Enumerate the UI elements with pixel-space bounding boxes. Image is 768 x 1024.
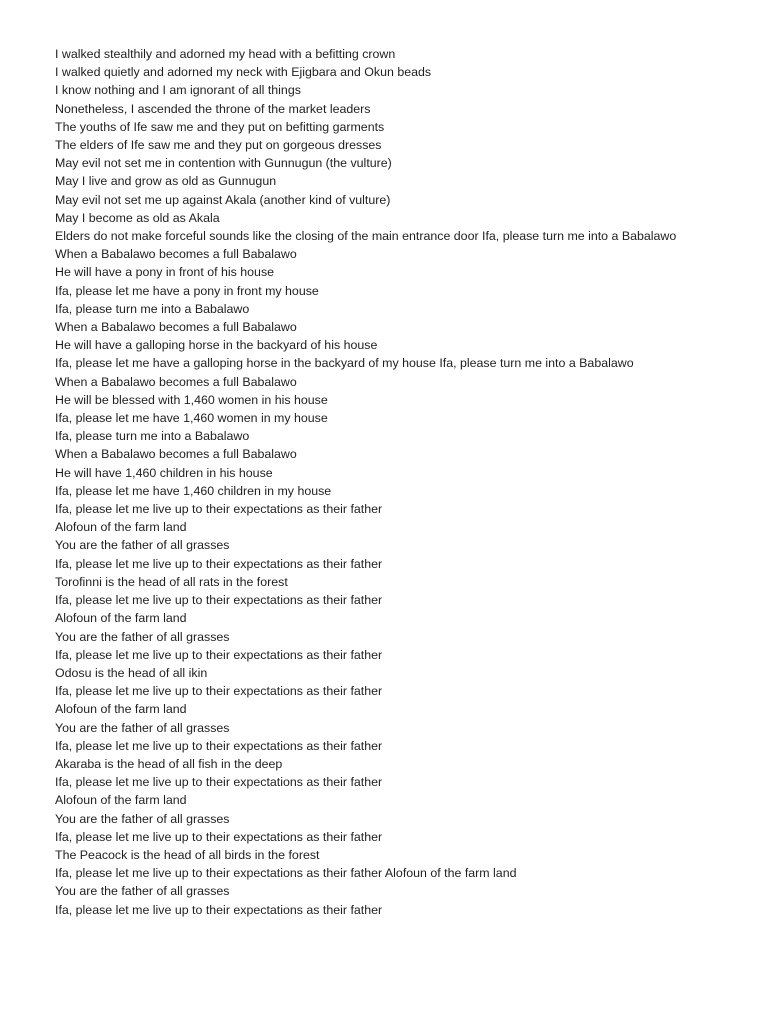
text-line: Ifa, please let me live up to their expectations as their father (55, 593, 383, 608)
text-line: Akaraba is the head of all fish in the deep (55, 756, 283, 771)
text-line: Alofoun of the farm land (55, 702, 187, 717)
text-line: I know nothing and I am ignorant of all things (55, 83, 301, 98)
text-line: When a Babalawo becomes a full Babalawo (55, 447, 297, 462)
text-line: May evil not set me up against Akala (another kind of vulture) (55, 192, 391, 207)
text-line: Ifa, please let me live up to their expectations as their father (55, 902, 383, 917)
text-line: Ifa, please let me have 1,460 women in my house (55, 411, 328, 426)
text-line: May I become as old as Akala (55, 210, 220, 225)
text-line: You are the father of all grasses (55, 884, 230, 899)
text-line: When a Babalawo becomes a full Babalawo (55, 247, 297, 262)
text-line: When a Babalawo becomes a full Babalawo (55, 374, 297, 389)
text-line: You are the father of all grasses (55, 720, 230, 735)
text-line: He will be blessed with 1,460 women in his house (55, 392, 328, 407)
text-line: Ifa, please let me live up to their expectations as their father (55, 829, 383, 844)
poem-text-block (55, 45, 695, 919)
text-line: Ifa, please let me live up to their expectations as their father (55, 556, 383, 571)
text-line: Ifa, please let me live up to their expectations as their father (55, 502, 383, 517)
text-line: When a Babalawo becomes a full Babalawo (55, 320, 297, 335)
text-line: May evil not set me in contention with Gunnugun (the vulture) (55, 156, 392, 171)
text-line: Alofoun of the farm land (55, 611, 187, 626)
text-line: Nonetheless, I ascended the throne of the market leaders (55, 101, 371, 116)
text-line: I walked stealthily and adorned my head with a befitting crown (55, 47, 396, 61)
text-line: Ifa, please let me live up to their expectations as their father (55, 684, 383, 699)
text-line: You are the father of all grasses (55, 629, 230, 644)
text-line: Elders do not make forceful sounds like the closing of the main entrance door Ifa, please turn me into a Babalawo (55, 229, 677, 244)
text-line: The youths of Ife saw me and they put on befitting garments (55, 119, 385, 134)
text-line: May I live and grow as old as Gunnugun (55, 174, 277, 189)
text-line: Ifa, please let me live up to their expectations as their father (55, 647, 383, 662)
text-line: You are the father of all grasses (55, 811, 230, 826)
text-line: Odosu is the head of all ikin (55, 665, 208, 680)
text-line: Alofoun of the farm land (55, 793, 187, 808)
text-line: Ifa, please let me live up to their expectations as their father (55, 775, 383, 790)
text-line: I walked quietly and adorned my neck with Ejigbara and Okun beads (55, 65, 432, 80)
text-line: He will have a galloping horse in the backyard of his house (55, 338, 378, 353)
text-line: Ifa, please turn me into a Babalawo (55, 301, 250, 316)
text-line: The Peacock is the head of all birds in the forest (55, 847, 320, 862)
text-line: The elders of Ife saw me and they put on gorgeous dresses (55, 138, 382, 153)
text-line: Ifa, please let me have a galloping horse in the backyard of my house Ifa, please turn me into a Babalawo (55, 356, 634, 371)
text-line: Ifa, please let me live up to their expectations as their father (55, 738, 383, 753)
text-line: Ifa, please let me have a pony in front my house (55, 283, 319, 298)
text-line: Alofoun of the farm land (55, 520, 187, 535)
text-line: Torofinni is the head of all rats in the forest (55, 574, 288, 589)
text-line: Ifa, please let me live up to their expectations as their father Alofoun of the farm land (55, 866, 517, 881)
text-line: He will have a pony in front of his house (55, 265, 275, 280)
text-line: You are the father of all grasses (55, 538, 230, 553)
text-line: Ifa, please let me have 1,460 children in my house (55, 483, 332, 498)
text-line: He will have 1,460 children in his house (55, 465, 273, 480)
text-line: Ifa, please turn me into a Babalawo (55, 429, 250, 444)
